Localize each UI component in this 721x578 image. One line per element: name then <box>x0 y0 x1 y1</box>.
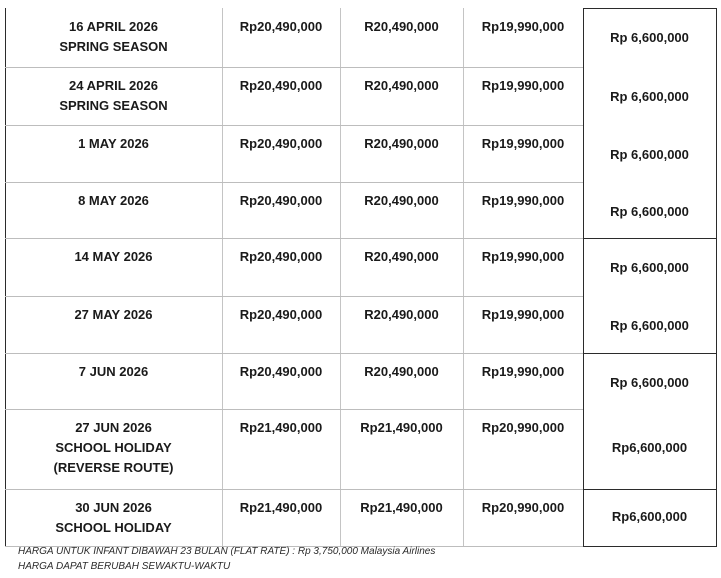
price-1: Rp20,490,000 <box>239 249 323 264</box>
price-3: Rp19,990,000 <box>481 78 565 93</box>
price-1: Rp20,490,000 <box>239 19 323 34</box>
departure-date <box>5 247 222 267</box>
departure-date <box>5 191 222 211</box>
price-4: Rp 6,600,000 <box>610 375 689 390</box>
price-3: Rp19,990,000 <box>481 364 565 379</box>
departure-date-line: 7 JUN 2026 <box>78 364 149 379</box>
departure-date-line: 14 MAY 2026 <box>74 249 153 264</box>
price-4: Rp 6,600,000 <box>610 260 689 275</box>
price-2: Rp21,490,000 <box>360 420 443 435</box>
price-2: R20,490,000 <box>364 193 439 208</box>
price-4: Rp 6,600,000 <box>610 30 689 45</box>
departure-date-line: SPRING SEASON <box>59 39 168 54</box>
price-1: Rp20,490,000 <box>239 78 323 93</box>
departure-date <box>5 134 222 154</box>
last-column-divider <box>583 489 717 490</box>
row-divider <box>5 125 583 126</box>
price-2: R20,490,000 <box>364 19 439 34</box>
price-1: Rp21,490,000 <box>239 500 323 515</box>
price-4: Rp6,600,000 <box>611 440 688 455</box>
last-column-divider <box>583 353 717 354</box>
last-column-divider <box>583 8 717 9</box>
departure-date <box>5 362 222 382</box>
price-2: R20,490,000 <box>364 78 439 93</box>
price-1: Rp20,490,000 <box>239 307 323 322</box>
row-divider <box>5 296 583 297</box>
price-2: R20,490,000 <box>364 249 439 264</box>
row-divider <box>5 238 583 239</box>
departure-date-line: SCHOOL HOLIDAY <box>55 520 172 535</box>
price-1: Rp21,490,000 <box>239 420 323 435</box>
last-column-divider <box>583 238 717 239</box>
departure-date-line: SCHOOL HOLIDAY <box>55 440 172 455</box>
departure-date <box>5 418 222 478</box>
departure-date-line: SPRING SEASON <box>59 98 168 113</box>
departure-date-line: 27 MAY 2026 <box>74 307 153 322</box>
departure-date <box>5 17 222 57</box>
price-4: Rp 6,600,000 <box>610 204 689 219</box>
price-4: Rp6,600,000 <box>611 509 688 524</box>
price-2: R20,490,000 <box>364 364 439 379</box>
departure-date-line: (REVERSE ROUTE) <box>53 460 174 475</box>
price-4: Rp 6,600,000 <box>610 318 689 333</box>
row-divider <box>5 489 583 490</box>
price-2: Rp21,490,000 <box>360 500 443 515</box>
price-3: Rp19,990,000 <box>481 307 565 322</box>
price-3: Rp19,990,000 <box>481 193 565 208</box>
price-2: R20,490,000 <box>364 307 439 322</box>
departure-date-line: 1 MAY 2026 <box>78 136 149 151</box>
price-1: Rp20,490,000 <box>239 136 323 151</box>
departure-date-line: 8 MAY 2026 <box>78 193 149 208</box>
price-3: Rp19,990,000 <box>481 136 565 151</box>
departure-date-line: 24 APRIL 2026 <box>69 78 158 93</box>
price-4: Rp 6,600,000 <box>610 147 689 162</box>
price-2: R20,490,000 <box>364 136 439 151</box>
departure-date-line: 16 APRIL 2026 <box>69 19 158 34</box>
row-divider <box>5 67 583 68</box>
last-column-divider <box>583 546 717 547</box>
price-1: Rp20,490,000 <box>239 193 323 208</box>
row-divider <box>5 353 583 354</box>
departure-date <box>5 76 222 116</box>
column-divider <box>716 8 717 546</box>
price-4: Rp 6,600,000 <box>610 89 689 104</box>
row-divider <box>5 182 583 183</box>
price-change-note: HARGA DAPAT BERUBAH SEWAKTU-WAKTU <box>18 561 231 572</box>
departure-date-line: 30 JUN 2026 <box>75 500 152 515</box>
departure-date <box>5 498 222 538</box>
row-divider <box>5 409 583 410</box>
price-3: Rp19,990,000 <box>481 19 565 34</box>
infant-price-note: HARGA UNTUK INFANT DIBAWAH 23 BULAN (FLAT RATE) : Rp 3,750,000 Malaysia Airlines <box>18 546 436 557</box>
departure-date-line: 27 JUN 2026 <box>75 420 152 435</box>
price-1: Rp20,490,000 <box>239 364 323 379</box>
price-3: Rp19,990,000 <box>481 249 565 264</box>
price-3: Rp20,990,000 <box>481 500 565 515</box>
price-3: Rp20,990,000 <box>481 420 565 435</box>
departure-date <box>5 305 222 325</box>
